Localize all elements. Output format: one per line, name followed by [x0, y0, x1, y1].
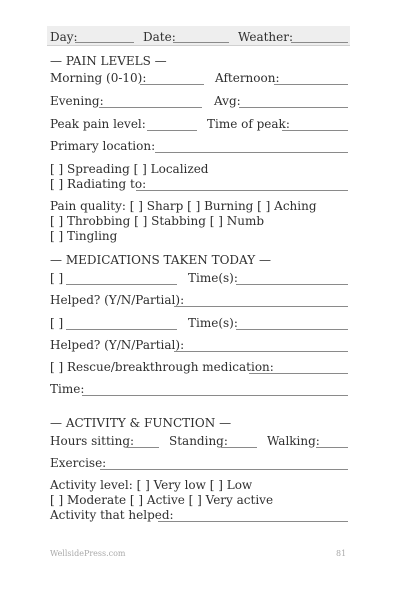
medication-checkbox-1[interactable]: [ ]	[50, 271, 64, 285]
exercise-label: Exercise:	[50, 456, 107, 470]
afternoon-label: Afternoon:	[215, 71, 280, 85]
page-number: 81	[336, 549, 347, 558]
evening-field[interactable]	[99, 107, 202, 108]
times-label-2: Time(s):	[188, 316, 238, 330]
afternoon-field[interactable]	[274, 84, 348, 85]
rescue-time-field[interactable]	[82, 395, 348, 396]
pain-quality-line2[interactable]: [ ] Throbbing [ ] Stabbing [ ] Numb	[50, 214, 265, 228]
peak-pain-label: Peak pain level:	[50, 117, 146, 131]
helped-field-2[interactable]	[174, 351, 348, 352]
rescue-medication-label[interactable]: [ ] Rescue/breakthrough medication:	[50, 360, 274, 374]
radiating-field[interactable]	[136, 190, 348, 191]
location-options[interactable]: [ ] Spreading [ ] Localized	[50, 162, 209, 176]
weather-label: Weather:	[238, 30, 294, 44]
helped-label-2: Helped? (Y/N/Partial):	[50, 338, 185, 352]
activity-helped-label: Activity that helped:	[50, 508, 174, 522]
activity-helped-field[interactable]	[158, 521, 348, 522]
medication-name-field-1[interactable]	[66, 284, 177, 285]
date-label: Date:	[143, 30, 176, 44]
helped-label-1: Helped? (Y/N/Partial):	[50, 293, 185, 307]
pain-quality-line1[interactable]: Pain quality: [ ] Sharp [ ] Burning [ ] Aching	[50, 199, 317, 213]
walking-label: Walking:	[267, 434, 320, 448]
time-of-peak-label: Time of peak:	[207, 117, 290, 131]
standing-label: Standing:	[169, 434, 228, 448]
activity-level-line2[interactable]: [ ] Moderate [ ] Active [ ] Very active	[50, 493, 274, 507]
publisher-footer: WellsidePress.com	[50, 549, 126, 558]
hours-sitting-label: Hours sitting:	[50, 434, 135, 448]
primary-location-label: Primary location:	[50, 139, 156, 153]
peak-pain-field[interactable]	[147, 130, 197, 131]
exercise-field[interactable]	[100, 469, 348, 470]
primary-location-field[interactable]	[155, 152, 348, 153]
standing-field[interactable]	[221, 447, 257, 448]
date-field[interactable]	[173, 42, 229, 43]
evening-label: Evening:	[50, 94, 104, 108]
times-label-1: Time(s):	[188, 271, 238, 285]
activity-level-line1[interactable]: Activity level: [ ] Very low [ ] Low	[50, 478, 253, 492]
radiating-label[interactable]: [ ] Radiating to:	[50, 177, 147, 191]
walking-field[interactable]	[316, 447, 348, 448]
times-field-2[interactable]	[236, 329, 348, 330]
header-bar	[47, 26, 350, 46]
medications-heading: — MEDICATIONS TAKEN TODAY —	[50, 253, 271, 267]
times-field-1[interactable]	[236, 284, 348, 285]
avg-label: Avg:	[214, 94, 241, 108]
time-of-peak-field[interactable]	[282, 130, 348, 131]
day-label: Day:	[50, 30, 78, 44]
avg-field[interactable]	[239, 107, 348, 108]
morning-label: Morning (0-10):	[50, 71, 147, 85]
pain-levels-heading: — PAIN LEVELS —	[50, 54, 167, 68]
day-field[interactable]	[75, 42, 134, 43]
rescue-medication-field[interactable]	[249, 373, 348, 374]
rescue-time-label: Time:	[50, 382, 85, 396]
hours-sitting-field[interactable]	[126, 447, 159, 448]
morning-field[interactable]	[140, 84, 204, 85]
helped-field-1[interactable]	[174, 306, 348, 307]
pain-quality-line3[interactable]: [ ] Tingling	[50, 229, 118, 243]
weather-field[interactable]	[291, 42, 348, 43]
medication-checkbox-2[interactable]: [ ]	[50, 316, 64, 330]
activity-heading: — ACTIVITY & FUNCTION —	[50, 416, 232, 430]
medication-name-field-2[interactable]	[66, 329, 177, 330]
